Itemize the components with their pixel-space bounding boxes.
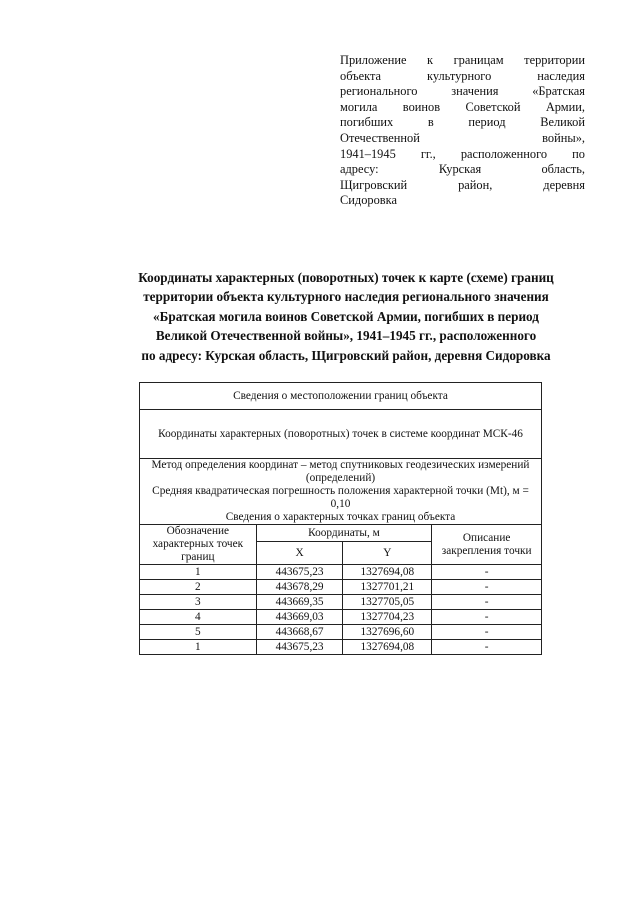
point-id: 1 — [140, 565, 257, 580]
table-row — [140, 640, 542, 655]
point-description: - — [432, 625, 542, 640]
appendix-line: Сидоровка — [340, 193, 397, 208]
point-description: - — [432, 580, 542, 595]
appendix-line: объекта культурного наследия — [340, 68, 585, 83]
point-y: 1327704,23 — [343, 610, 432, 625]
point-x: 443675,23 — [256, 565, 343, 580]
table-row — [140, 595, 542, 610]
method-text: Метод определения координат – метод спутниковых геодезических измерений (определений) — [151, 459, 530, 484]
point-description: - — [432, 610, 542, 625]
appendix-line: Приложение к границам территории — [340, 53, 585, 67]
appendix-line: Отечественной войны», — [340, 130, 585, 145]
point-x: 443678,29 — [256, 580, 343, 595]
header-description: Описание закрепления точки — [432, 525, 542, 565]
header-x: X — [256, 542, 343, 565]
header-coordinates: Координаты, м — [256, 525, 432, 542]
appendix-note — [340, 53, 585, 209]
point-id: 1 — [140, 640, 257, 655]
location-title: Сведения о местоположении границ объекта — [140, 383, 542, 410]
point-x: 443669,03 — [256, 610, 343, 625]
appendix-line: могила воинов Советской Армии, — [340, 99, 585, 114]
method-cell — [140, 459, 542, 525]
heading-line: «Братская могила воинов Советской Армии, погибших в период — [153, 308, 539, 324]
table-row — [140, 580, 542, 595]
heading-line: по адресу: Курская область, Щигровский район, деревня Сидоровка — [141, 347, 551, 363]
point-y: 1327694,08 — [343, 565, 432, 580]
appendix-line: Щигровский район, деревня — [340, 177, 585, 192]
point-id: 4 — [140, 610, 257, 625]
point-id: 2 — [140, 580, 257, 595]
point-x: 443669,35 — [256, 595, 343, 610]
point-description: - — [432, 565, 542, 580]
coordinates-table — [139, 382, 542, 655]
point-description: - — [432, 595, 542, 610]
point-id: 3 — [140, 595, 257, 610]
heading-line: территории объекта культурного наследия регионального значения — [143, 289, 549, 305]
appendix-line: погибших в период Великой — [340, 115, 585, 130]
point-description: - — [432, 640, 542, 655]
heading-line: Координаты характерных (поворотных) точек к карте (схеме) границ — [138, 270, 554, 285]
appendix-line: адресу: Курская область, — [340, 162, 585, 177]
document-heading — [90, 268, 602, 365]
table-row — [140, 565, 542, 580]
table-row — [140, 610, 542, 625]
point-y: 1327694,08 — [343, 640, 432, 655]
point-y: 1327696,60 — [343, 625, 432, 640]
header-designation: Обозначение характерных точек границ — [140, 525, 257, 565]
point-x: 443668,67 — [256, 625, 343, 640]
point-y: 1327705,05 — [343, 595, 432, 610]
appendix-line: 1941–1945 гг., расположенного по — [340, 146, 585, 161]
point-y: 1327701,21 — [343, 580, 432, 595]
appendix-line: регионального значения «Братская — [340, 84, 585, 99]
heading-line: Великой Отечественной войны», 1941–1945 гг., расположенного — [155, 328, 537, 344]
coordinate-system: Координаты характерных (поворотных) точек в системе координат МСК-46 — [140, 410, 542, 459]
header-y: Y — [343, 542, 432, 565]
points-title: Сведения о характерных точках границ объекта — [225, 511, 456, 523]
table-row — [140, 625, 542, 640]
point-x: 443675,23 — [256, 640, 343, 655]
accuracy-text: Средняя квадратическая погрешность положения характерной точки (Mt), м = 0,10 — [152, 485, 529, 510]
point-id: 5 — [140, 625, 257, 640]
